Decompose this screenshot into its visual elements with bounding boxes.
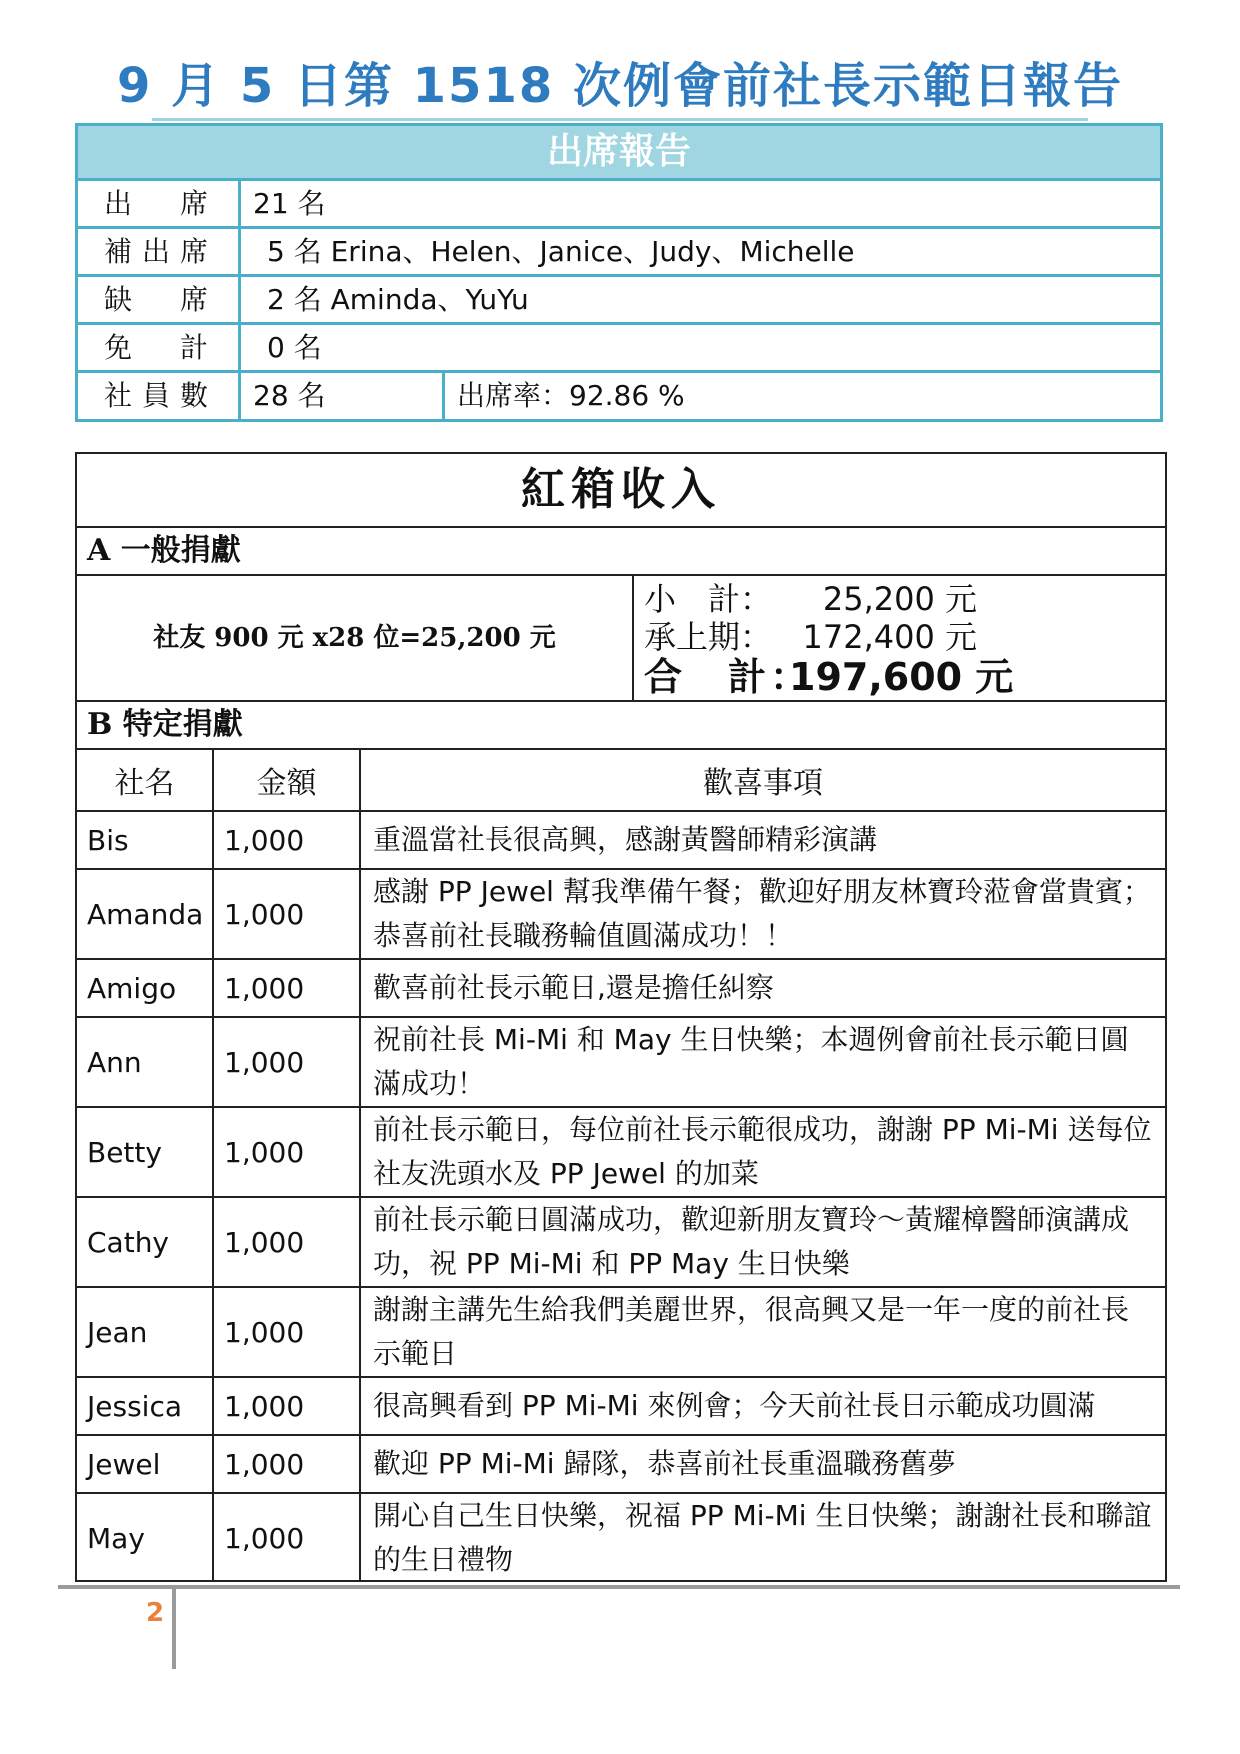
donor-amount: 1,000	[213, 869, 360, 959]
attendance-row-absent	[78, 277, 1160, 325]
subtotal-line	[644, 580, 1165, 618]
attendance-row-members	[78, 373, 1160, 419]
donor-note: 前社長示範日，每位前社長示範很成功，謝謝 PP Mi-Mi 送每位社友洗頭水及 PP Jewel 的加菜	[360, 1107, 1165, 1197]
footer-rule	[58, 1585, 1180, 1589]
subtotal-value: 25,200 元	[822, 580, 977, 618]
donor-note: 開心自己生日快樂，祝福 PP Mi-Mi 生日快樂；謝謝社長和聯誼的生日禮物	[360, 1493, 1165, 1582]
donor-name: May	[77, 1493, 213, 1582]
attendance-row-makeup	[78, 229, 1160, 277]
donor-name: Jewel	[77, 1435, 213, 1493]
table-row	[77, 1017, 1165, 1107]
donor-note: 前社長示範日圓滿成功，歡迎新朋友寶玲～黃耀樟醫師演講成功，祝 PP Mi-Mi 和 PP May 生日快樂	[360, 1197, 1165, 1287]
donation-table	[77, 750, 1165, 1582]
column-header-note: 歡喜事項	[703, 766, 823, 801]
general-formula: 社友 900 元 x28 位=25,200 元	[77, 576, 634, 700]
column-header-amount: 金額	[213, 750, 360, 811]
table-row	[77, 811, 1165, 869]
carried-value: 172,400 元	[802, 618, 977, 656]
table-row	[77, 1197, 1165, 1287]
donor-note: 歡喜前社長示範日,還是擔任糾察	[360, 959, 1165, 1017]
general-sums	[634, 576, 1165, 700]
donor-name: Betty	[77, 1107, 213, 1197]
donor-name: Cathy	[77, 1197, 213, 1287]
total-value: 197,600 元	[789, 655, 1014, 699]
donor-amount: 1,000	[213, 1107, 360, 1197]
donor-name: Jessica	[77, 1377, 213, 1435]
donor-amount: 1,000	[213, 1017, 360, 1107]
donor-name: Amanda	[77, 869, 213, 959]
attendance-header: 出席報告	[78, 126, 1160, 181]
table-row	[77, 869, 1165, 959]
donor-amount: 1,000	[213, 1287, 360, 1377]
page-number: 2	[146, 1598, 165, 1628]
donation-header-row	[77, 750, 1165, 811]
donor-amount: 1,000	[213, 959, 360, 1017]
attendance-rate: 出席率：92.86 %	[457, 379, 685, 412]
donor-name: Amigo	[77, 959, 213, 1017]
donor-note: 很高興看到 PP Mi-Mi 來例會；今天前社長日示範成功圓滿	[360, 1377, 1165, 1435]
section-b-heading: B 特定捐獻	[77, 702, 1165, 750]
donor-amount: 1,000	[213, 1435, 360, 1493]
attendance-row-present	[78, 181, 1160, 229]
donor-note: 祝前社長 Mi-Mi 和 May 生日快樂；本週例會前社長示範日圓滿成功！	[360, 1017, 1165, 1107]
table-row	[77, 1107, 1165, 1197]
attendance-value: 0 名	[267, 331, 322, 364]
attendance-value: 21 名	[253, 187, 326, 220]
donor-note: 歡迎 PP Mi-Mi 歸隊，恭喜前社長重溫職務舊夢	[360, 1435, 1165, 1493]
attendance-table	[75, 123, 1163, 422]
section-a-heading: A 一般捐獻	[77, 528, 1165, 576]
general-donation	[77, 576, 1165, 702]
donor-amount: 1,000	[213, 1377, 360, 1435]
donor-name: Jean	[77, 1287, 213, 1377]
page-title: 9 月 5 日第 1518 次例會前社長示範日報告	[117, 58, 1123, 114]
column-header-name: 社名	[77, 750, 213, 811]
total-line	[644, 656, 1165, 698]
subtotal-label: 小 計：	[644, 580, 773, 618]
donor-note: 謝謝主講先生給我們美麗世界，很高興又是一年一度的前社長示範日	[360, 1287, 1165, 1377]
donor-name: Ann	[77, 1017, 213, 1107]
donor-note: 重溫當社長很高興，感謝黃醫師精彩演講	[360, 811, 1165, 869]
donor-name: Bis	[77, 811, 213, 869]
donor-note: 感謝 PP Jewel 幫我準備午餐；歡迎好朋友林寶玲蒞會當貴賓；恭喜前社長職務輪值圓滿成功！！	[360, 869, 1165, 959]
attendance-label: 補出席	[78, 229, 241, 274]
attendance-row-exempt	[78, 325, 1160, 373]
attendance-value: 5 名 Erina、Helen、Janice、Judy、Michelle	[267, 235, 855, 268]
donor-amount: 1,000	[213, 811, 360, 869]
members-label: 社員數	[78, 373, 241, 419]
table-row	[77, 1287, 1165, 1377]
attendance-label: 缺 席	[78, 277, 241, 322]
attendance-label: 出 席	[78, 181, 241, 226]
table-row	[77, 959, 1165, 1017]
total-label: 合 計：	[644, 655, 813, 699]
footer-divider	[172, 1589, 176, 1669]
attendance-label: 免 計	[78, 325, 241, 370]
red-box-title: 紅箱收入	[77, 454, 1165, 528]
members-value: 28 名	[241, 373, 445, 419]
donor-amount: 1,000	[213, 1493, 360, 1582]
carried-line	[644, 618, 1165, 656]
table-row	[77, 1493, 1165, 1582]
attendance-value: 2 名 Aminda、YuYu	[267, 283, 529, 316]
red-box-table	[75, 452, 1167, 1582]
carried-label: 承上期：	[644, 618, 773, 656]
table-row	[77, 1435, 1165, 1493]
table-row	[77, 1377, 1165, 1435]
donor-amount: 1,000	[213, 1197, 360, 1287]
title-underline	[152, 118, 1088, 121]
